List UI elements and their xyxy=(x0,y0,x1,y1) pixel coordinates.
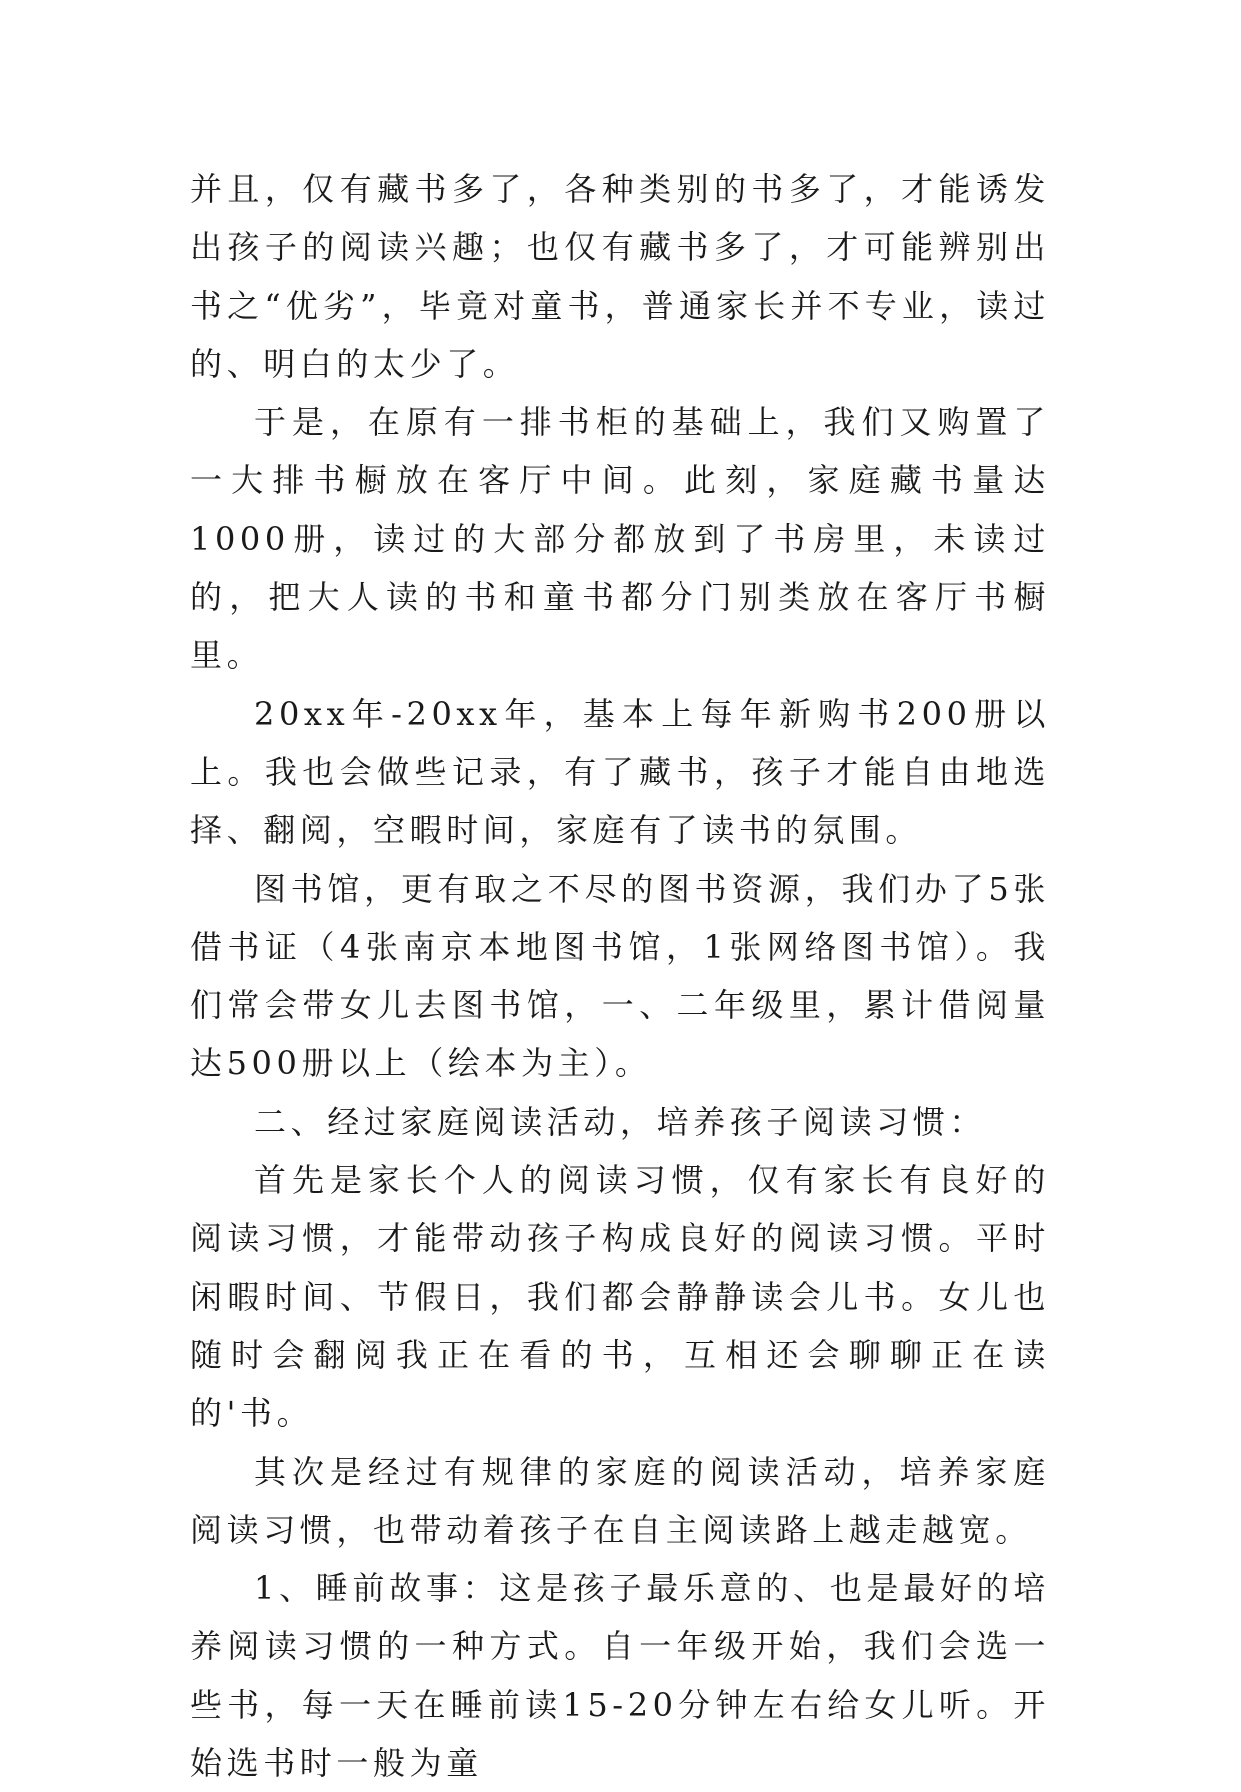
paragraph: 图书馆，更有取之不尽的图书资源，我们办了5张借书证（4张南京本地图书馆，1张网络图书馆）。我们常会带女儿去图书馆，一、二年级里，累计借阅量达500册以上（绘本为主）。 xyxy=(190,869,1050,1083)
paragraph: 于是，在原有一排书柜的基础上，我们又购置了一大排书橱放在客厅中间。此刻，家庭藏书量达1000册，读过的大部分都放到了书房里，未读过的，把大人读的书和童书都分门别类放在客厅书橱里。 xyxy=(190,403,1050,675)
section-heading: 二、经过家庭阅读活动，培养孩子阅读习惯： xyxy=(254,1102,987,1141)
body-text xyxy=(190,160,1050,1792)
paragraph: 其次是经过有规律的家庭的阅读活动，培养家庭阅读习惯，也带动着孩子在自主阅读路上越走越宽。 xyxy=(190,1452,1050,1549)
paragraph: 并且，仅有藏书多了，各种类别的书多了，才能诱发出孩子的阅读兴趣；也仅有藏书多了，才可能辨别出书之“优劣”，毕竟对童书，普通家长并不专业，读过的、明白的太少了。 xyxy=(190,170,1050,383)
paragraph: 首先是家长个人的阅读习惯，仅有家长有良好的阅读习惯，才能带动孩子构成良好的阅读习惯。平时闲暇时间、节假日，我们都会静静读会儿书。女儿也随时会翻阅我正在看的书，互相还会聊聊正在读的'书。 xyxy=(190,1161,1050,1433)
paragraph: 20xx年-20xx年，基本上每年新购书200册以上。我也会做些记录，有了藏书，孩子才能自由地选择、翻阅，空暇时间，家庭有了读书的氛围。 xyxy=(190,694,1050,850)
paragraph: 1、睡前故事：这是孩子最乐意的、也是最好的培养阅读习惯的一种方式。自一年级开始，我们会选一些书，每一天在睡前读15-20分钟左右给女儿听。开始选书时一般为童 xyxy=(190,1569,1050,1783)
